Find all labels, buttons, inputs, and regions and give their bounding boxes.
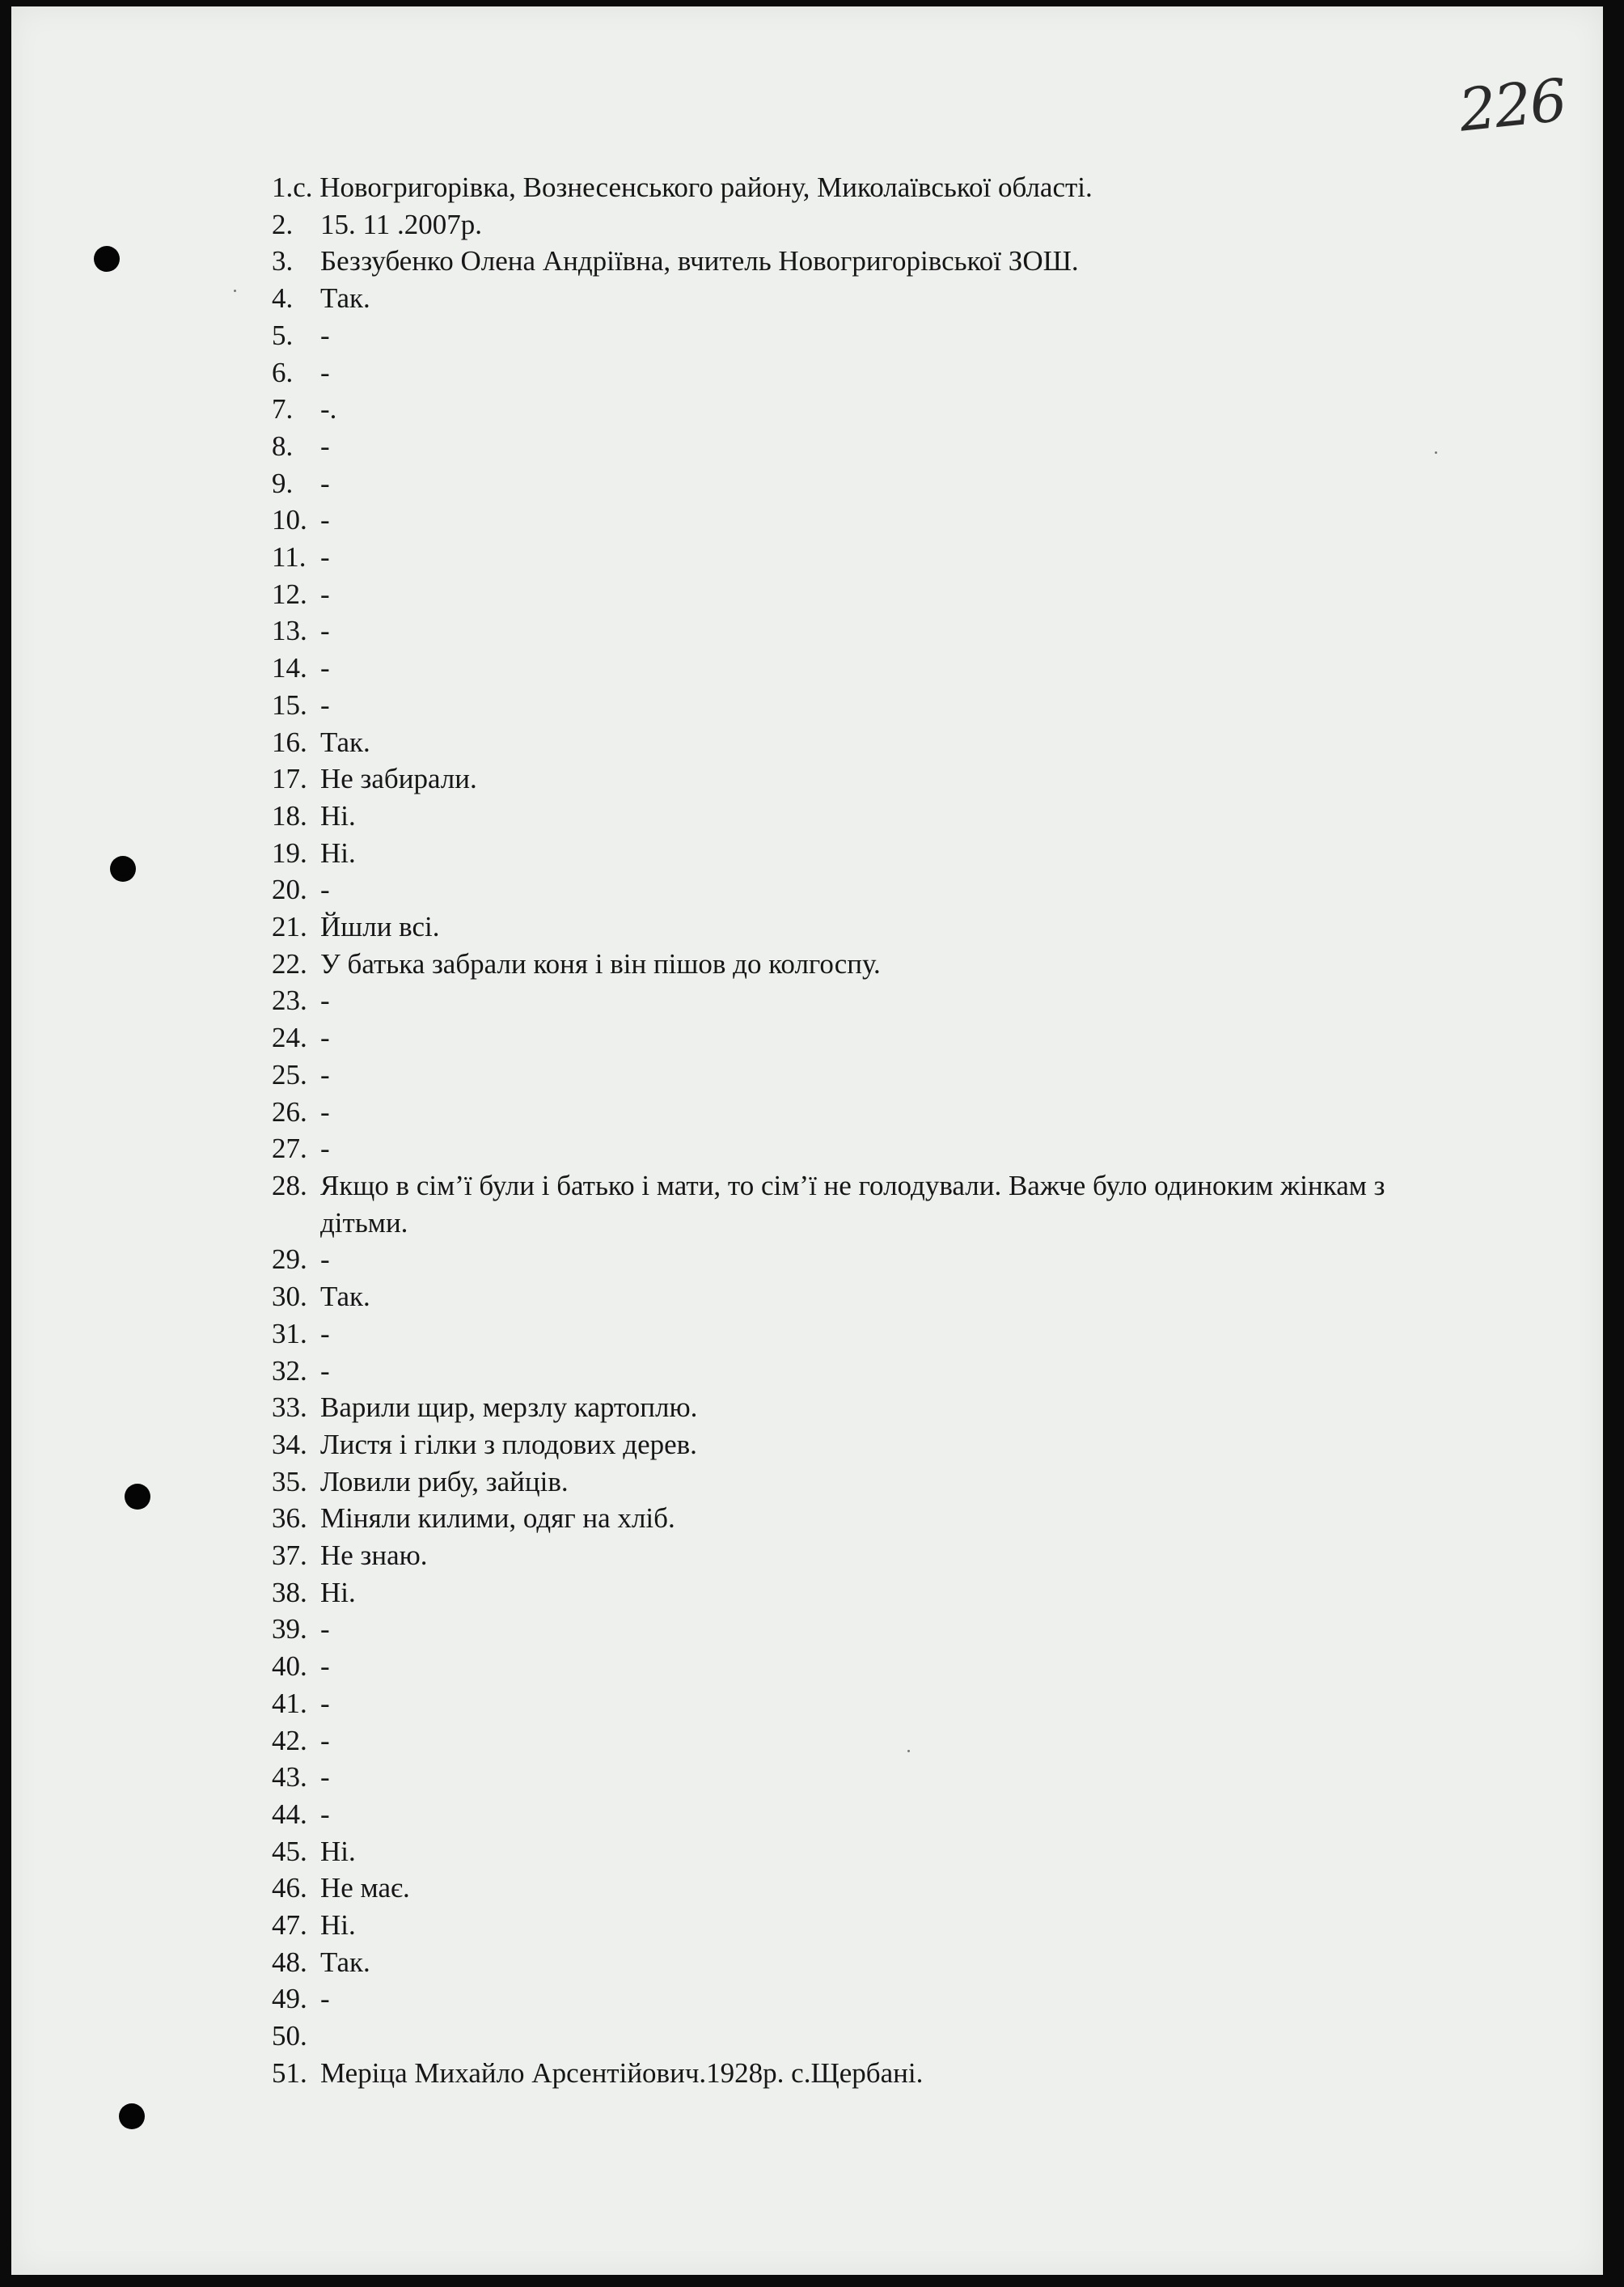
answer-number: 42. [272,1724,307,1756]
answer-item [272,2055,1453,2092]
answer-number: 19. [272,836,307,869]
answer-number: 38. [272,1576,307,1608]
answer-item [272,539,1453,576]
answer-item [272,280,1453,317]
answer-text: - [320,541,330,574]
answer-text: Не має. [320,1872,410,1904]
answer-text: с. Новогригорівка, Вознесенського району, Миколаївської області. [293,172,1093,203]
answer-number: 36. [272,1502,307,1535]
answer-number: 39. [272,1613,307,1645]
answer-text: Ні. [320,799,356,832]
answer-text: Меріца Михайло Арсентійович.1928р. с.Щербані. [320,2056,924,2089]
answer-item [272,317,1453,354]
answer-text: Так. [320,1946,370,1978]
answer-item [272,1167,1453,1241]
answer-item [272,1833,1453,1870]
answer-item [272,1759,1453,1796]
answer-text: - [320,985,330,1017]
answer-number: 24. [272,1022,307,1054]
answer-number: 23. [272,985,307,1017]
answer-number: 22. [272,947,307,980]
answer-number: 44. [272,1798,307,1830]
answer-item [272,576,1453,613]
answer-number: 5. [272,319,294,351]
answer-number: 34. [272,1428,307,1460]
answer-number: 40. [272,1650,307,1683]
answer-text: Ні. [320,1576,356,1608]
answer-number: 25. [272,1058,307,1091]
answer-text: - [320,504,330,536]
answer-text: -. [320,393,337,426]
answer-list [272,169,1453,2092]
answer-number: 3. [272,245,294,277]
answer-number: 2. [272,208,294,240]
answer-number: 9. [272,467,294,499]
answer-number: 35. [272,1465,307,1497]
answer-text: - [320,319,330,351]
answer-number: 43. [272,1761,307,1794]
answer-text: Беззубенко Олена Андріївна, вчитель Новогригорівської ЗОШ. [320,245,1079,277]
answer-number: 31. [272,1317,307,1349]
answer-text: - [320,578,330,610]
answer-text: - [320,1687,330,1719]
answer-number: 4. [272,282,294,315]
answer-text: - [320,1761,330,1794]
answer-text: Якщо в сім’ї були і батько і мати, то сім’ї не голодували. Важче було одиноким жінкам з дітьми. [320,1169,1385,1239]
answer-item [272,428,1453,465]
answer-number: 45. [272,1835,307,1867]
answer-number: 46. [272,1872,307,1904]
answer-number: 6. [272,356,294,388]
answer-item [272,206,1453,244]
answer-number: 16. [272,726,307,758]
answer-item [272,982,1453,1019]
answer-item [272,1353,1453,1390]
answer-number: 41. [272,1687,307,1719]
punch-hole [119,2103,145,2129]
answer-item [272,1057,1453,1094]
answer-text: Ні. [320,1835,356,1867]
answer-text: Ловили рибу, зайців. [320,1465,569,1497]
answer-text: - [320,467,330,499]
answer-text: - [320,430,330,462]
answer-text: 15. 11 .2007р. [320,208,482,240]
answer-item [272,724,1453,761]
answer-item [272,1094,1453,1131]
answer-number: 21. [272,911,307,943]
answer-item [272,1944,1453,1981]
answer-text: - [320,1058,330,1091]
answer-text: У батька забрали коня і він пішов до колгоспу. [320,947,881,980]
answer-item [272,1870,1453,1907]
answer-item [272,908,1453,946]
answer-item [272,1019,1453,1057]
answer-item [272,1426,1453,1463]
answer-item [272,798,1453,835]
answer-item [272,2018,1453,2055]
answer-number: 15. [272,688,307,721]
answer-text: - [320,1317,330,1349]
answer-item [272,612,1453,650]
answer-item [272,1907,1453,1944]
answer-number: 13. [272,615,307,647]
document-page [11,6,1603,2275]
answer-text: Так. [320,1281,370,1313]
answer-number: 1. [272,172,294,203]
answer-number: 8. [272,430,294,462]
punch-hole [94,246,120,272]
answer-text: - [320,874,330,906]
answer-text: - [320,1095,330,1128]
answer-number: 26. [272,1095,307,1128]
answer-number: 12. [272,578,307,610]
paper-speck [234,290,236,292]
answer-item [272,1796,1453,1833]
answer-text: - [320,1798,330,1830]
answer-text: Йшли всі. [320,911,440,943]
answer-item [272,1722,1453,1760]
answer-number: 11. [272,541,307,574]
answer-number: 51. [272,2056,307,2089]
answer-text: Не знаю. [320,1539,428,1572]
answer-number: 32. [272,1354,307,1387]
answer-number: 37. [272,1539,307,1572]
answer-text: Так. [320,726,370,758]
answer-item [272,1685,1453,1722]
answer-item [272,1130,1453,1167]
answer-number: 20. [272,874,307,906]
answer-item [272,1389,1453,1426]
answer-item [272,354,1453,392]
answer-number: 29. [272,1243,307,1276]
answer-item [272,1611,1453,1648]
answer-number: 27. [272,1133,307,1165]
answer-item [272,1574,1453,1611]
answer-item [272,871,1453,908]
answer-text: - [320,1650,330,1683]
answer-item [272,946,1453,983]
answer-number: 50. [272,2020,307,2052]
answer-item [272,1537,1453,1574]
answer-text: - [320,1983,330,2015]
answer-item [272,650,1453,687]
answer-text: Так. [320,282,370,315]
answer-item [272,465,1453,502]
answer-number: 7. [272,393,294,426]
answer-text: Ні. [320,836,356,869]
answer-item [272,1980,1453,2018]
answer-text: - [320,356,330,388]
answer-number: 18. [272,799,307,832]
answer-item [272,169,1453,206]
answer-text: - [320,1613,330,1645]
answer-text: - [320,1243,330,1276]
answer-number: 47. [272,1909,307,1942]
handwritten-page-number: 226 [1455,66,1569,145]
punch-hole [125,1484,150,1510]
answer-text: - [320,1022,330,1054]
answer-text: - [320,1724,330,1756]
answer-text: - [320,652,330,684]
punch-hole [110,856,136,882]
answer-item [272,1315,1453,1353]
answer-item [272,687,1453,724]
answer-text: Листя і гілки з плодових дерев. [320,1428,697,1460]
answer-item [272,391,1453,428]
answer-number: 48. [272,1946,307,1978]
answer-item [272,1500,1453,1537]
answer-text: Міняли килими, одяг на хліб. [320,1502,675,1535]
answer-number: 28. [272,1169,307,1201]
answer-number: 33. [272,1391,307,1424]
answer-text: Не забирали. [320,763,477,795]
answer-item [272,835,1453,872]
answer-number: 49. [272,1983,307,2015]
answer-number: 14. [272,652,307,684]
answer-item [272,1241,1453,1278]
answer-number: 10. [272,504,307,536]
answer-text: - [320,688,330,721]
answer-number: 30. [272,1281,307,1313]
answer-item [272,1463,1453,1501]
answer-text: Варили щир, мерзлу картоплю. [320,1391,698,1424]
answer-item [272,1648,1453,1685]
answer-text: - [320,1133,330,1165]
answer-text: Ні. [320,1909,356,1942]
answer-text: - [320,615,330,647]
answer-item [272,502,1453,539]
answer-item [272,760,1453,798]
answer-number: 17. [272,763,307,795]
answer-item [272,1278,1453,1315]
answer-text: - [320,1354,330,1387]
answer-item [272,243,1453,280]
